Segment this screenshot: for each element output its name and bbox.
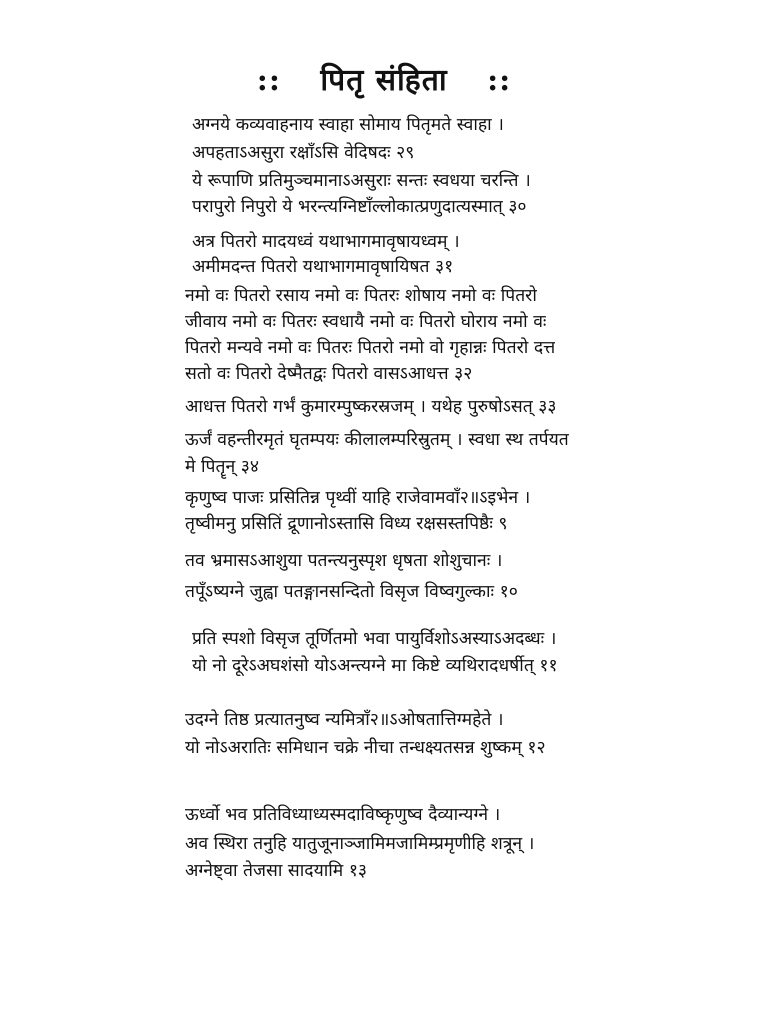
- verse-line: तृष्वीमनु प्रसितिं द्रूणानोऽस्तासि विध्य रक्षसस्तपिष्ठैः ९: [185, 514, 508, 534]
- verse-line: अमीमदन्त पितरो यथाभागमावृषायिषत ३१: [192, 257, 454, 277]
- page-title: [0, 58, 768, 99]
- verse-line: अव स्थिरा तनुहि यातुजूनाञ्जामिमजामिम्प्रमृणीहि शत्रून् ।: [185, 834, 535, 854]
- verse-line: अग्नेष्ट्वा तेजसा सादयामि १३: [185, 861, 368, 881]
- title-mark-right: ::: [487, 63, 512, 98]
- verse-line: तव भ्रमासऽआशुया पतन्त्यनुस्पृश धृषता शोशुचानः ।: [185, 551, 503, 571]
- verse-line: मे पितॄन् ३४: [185, 457, 259, 477]
- verse-line: सतो वः पितरो देष्मैतद्वः पितरो वासऽआधत्त ३२: [185, 364, 473, 384]
- verse-line: ऊर्जं वहन्तीरमृतं घृतम्पयः कीलालम्परिस्रुतम् । स्वधा स्थ तर्पयत: [185, 430, 569, 450]
- verse-line: अग्नये कव्यवाहनाय स्वाहा सोमाय पितृमते स्वाहा ।: [192, 115, 504, 135]
- verse-line: अपहताऽअसुरा रक्षाँऽसि वेदिषदः २९: [192, 143, 415, 163]
- verse-line: यो नोऽअरातिः समिधान चक्रे नीचा तन्धक्ष्यतसन्न शुष्कम् १२: [185, 738, 546, 758]
- title-mark-left: ::: [256, 63, 281, 98]
- title-text: पितृ संहिता: [320, 63, 448, 98]
- verse-line: ऊर्ध्वो भव प्रतिविध्याध्यस्मदाविष्कृणुष्व दैव्यान्यग्ने ।: [185, 805, 501, 825]
- verse-line: प्रति स्पशो विसृज तूर्णितमो भवा पायुर्विशोऽअस्याऽअदब्धः ।: [192, 629, 557, 649]
- verse-line: पितरो मन्यवे नमो वः पितरः पितरो नमो वो गृहान्नः पितरो दत्त: [185, 338, 556, 358]
- verse-line: अत्र पितरो मादयध्वं यथाभागमावृषायध्वम् ।: [192, 232, 460, 252]
- verse-line: कृणुष्व पाजः प्रसितिन्न पृथ्वीं याहि राजेवामवाँ२॥ऽइभेन ।: [185, 488, 531, 508]
- verse-line: नमो वः पितरो रसाय नमो वः पितरः शोषाय नमो वः पितरो: [185, 286, 537, 306]
- verse-line: तपूँऽष्यग्ने जुह्वा पतङ्गानसन्दितो विसृज विष्वगुल्काः १०: [185, 582, 518, 602]
- verse-line: यो नो दूरेऽअघशंसो योऽअन्त्यग्ने मा किष्टे व्यथिरादधर्षीत् ११: [192, 656, 558, 676]
- verse-line: जीवाय नमो वः पितरः स्वधायै नमो वः पितरो घोराय नमो वः: [185, 312, 547, 332]
- verse-line: आधत्त पितरो गर्भं कुमारम्पुष्करस्रजम् । यथेह पुरुषोऽसत् ३३: [185, 397, 557, 417]
- verse-line: ये रूपाणि प्रतिमुञ्चमानाऽअसुराः सन्तः स्वधया चरन्ति ।: [192, 171, 531, 191]
- verse-line: उदग्ने तिष्ठ प्रत्यातनुष्व न्यमित्राँ२॥ऽओषतात्तिग्महेते ।: [185, 710, 504, 730]
- verse-line: परापुरो निपुरो ये भरन्त्यग्निष्टाँल्लोकात्प्रणुदात्यस्मात् ३०: [192, 197, 527, 217]
